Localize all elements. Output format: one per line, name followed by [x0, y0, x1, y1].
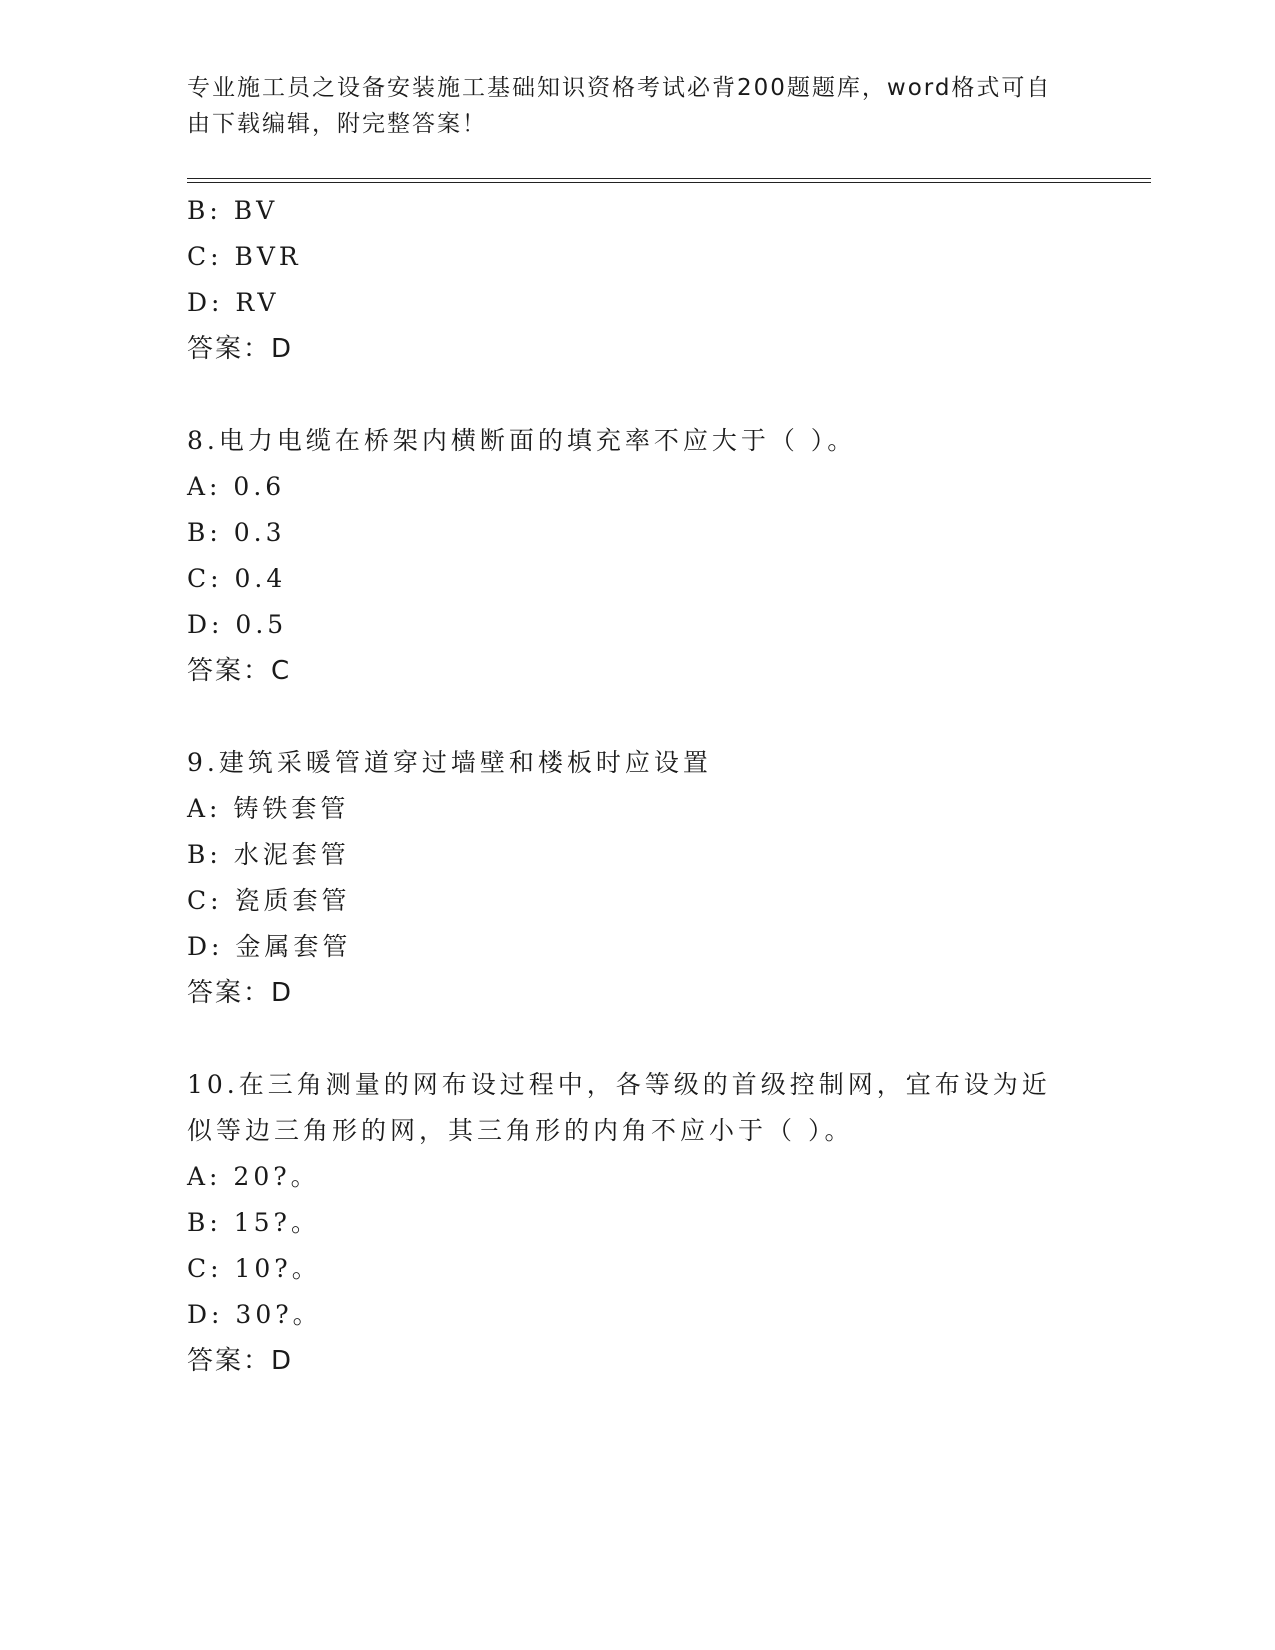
option-d: D: 0.5	[187, 610, 288, 639]
option-a: A: 铸铁套管	[187, 794, 350, 823]
document-body	[187, 188, 1087, 1384]
option-c: C: 10?。	[187, 1254, 321, 1283]
option-d: D: 金属套管	[187, 932, 352, 961]
option-a: A: 20?。	[187, 1162, 320, 1191]
question-text: 10.在三角测量的网布设过程中，各等级的首级控制网，宜布设为近似等边三角形的网，其三角形的内角不应小于（ ）。	[187, 1070, 1051, 1145]
question-9	[187, 740, 1087, 1016]
option-d: D: 30?。	[187, 1300, 322, 1329]
spacer	[187, 694, 1087, 740]
answer: 答案：D	[187, 334, 294, 364]
option-b: B: 15?。	[187, 1208, 320, 1237]
option-b: B: BV	[187, 196, 279, 225]
spacer	[187, 372, 1087, 418]
option-a: A: 0.6	[187, 472, 286, 501]
option-b: B: 0.3	[187, 518, 286, 547]
header-divider-top	[187, 178, 1151, 179]
answer: 答案：C	[187, 656, 292, 686]
answer: 答案：D	[187, 1346, 294, 1376]
option-c: C: 0.4	[187, 564, 287, 593]
question-8	[187, 418, 1087, 694]
header-divider-bottom	[187, 182, 1151, 183]
partial-question	[187, 188, 1087, 372]
question-text: 9.建筑采暖管道穿过墙壁和楼板时应设置	[187, 748, 712, 777]
option-c: C: BVR	[187, 242, 302, 271]
header-title: 专业施工员之设备安装施工基础知识资格考试必背200题题库，word格式可自由下载编辑，附完整答案！	[187, 75, 1052, 137]
option-d: D: RV	[187, 288, 280, 317]
option-c: C: 瓷质套管	[187, 886, 351, 915]
spacer	[187, 1016, 1087, 1062]
option-b: B: 水泥套管	[187, 840, 350, 869]
question-10	[187, 1062, 1087, 1384]
answer: 答案：D	[187, 978, 294, 1008]
document-header	[187, 70, 1067, 142]
question-text: 8.电力电缆在桥架内横断面的填充率不应大于（ ）。	[187, 426, 857, 455]
